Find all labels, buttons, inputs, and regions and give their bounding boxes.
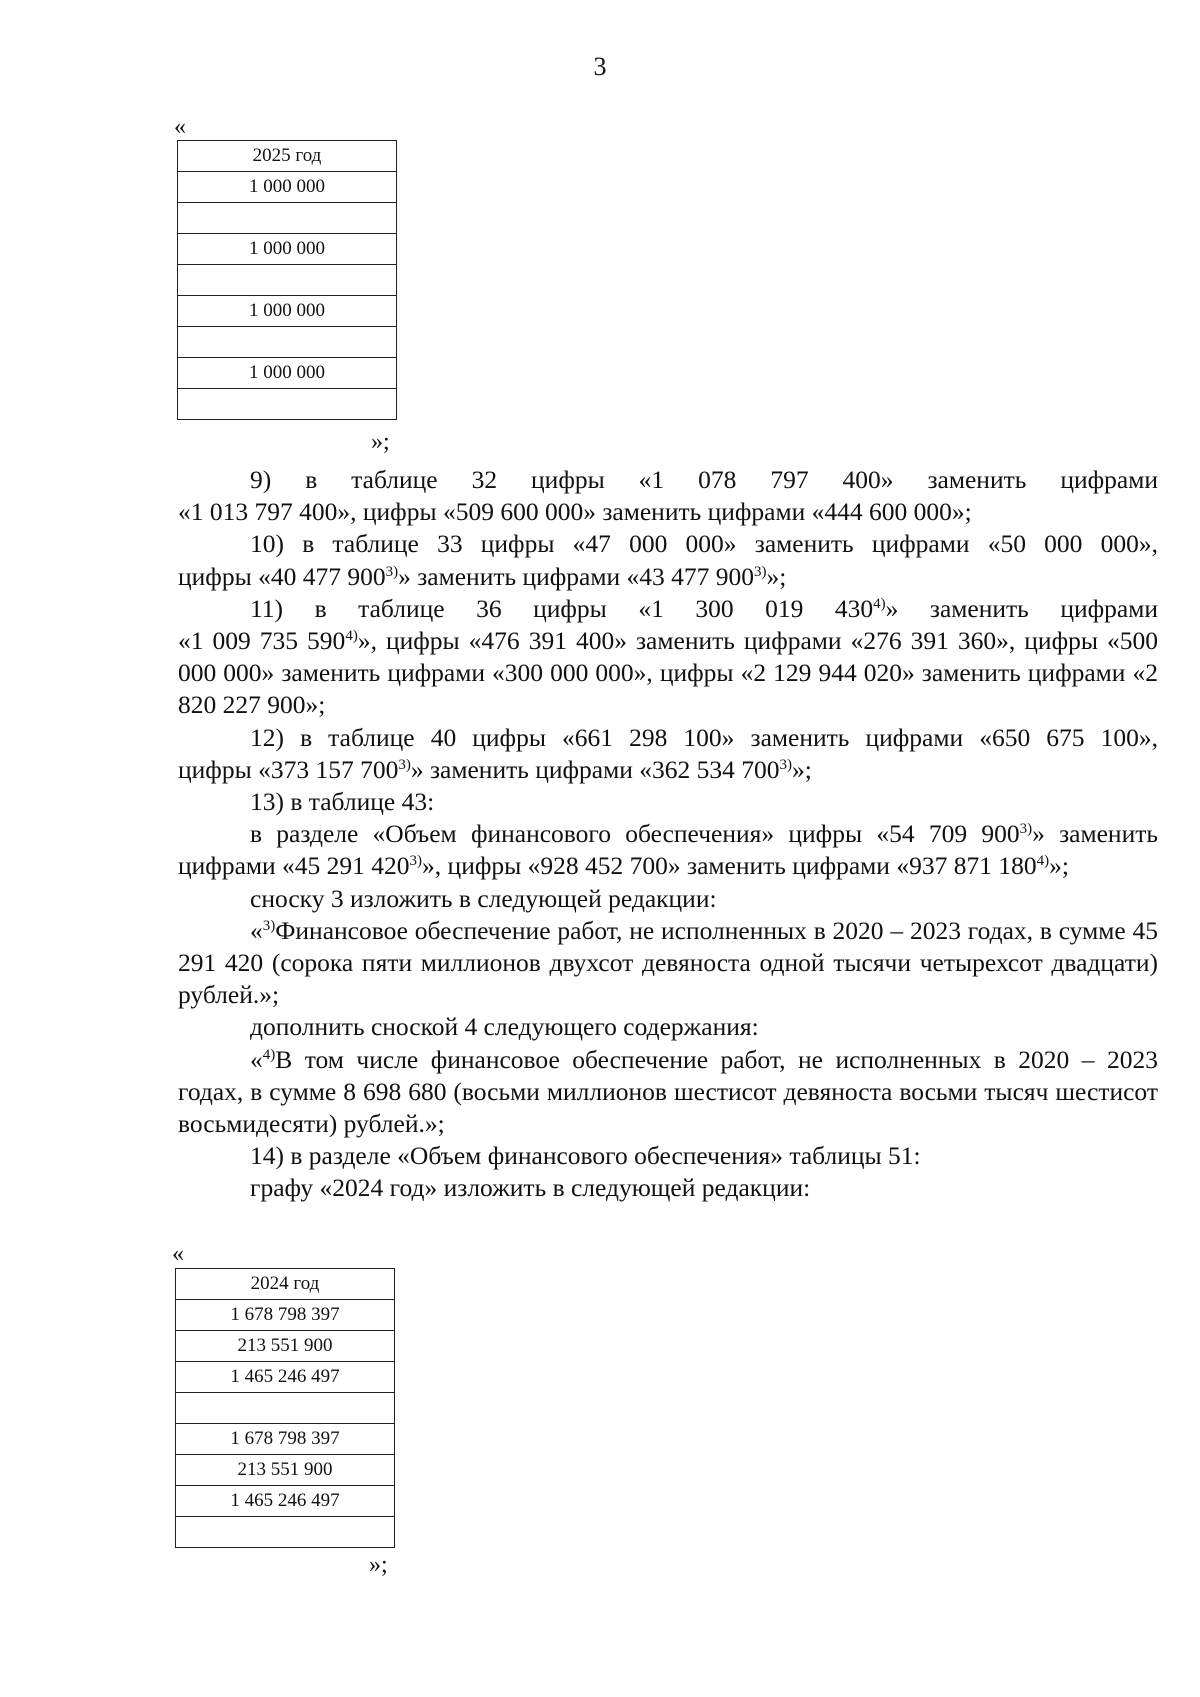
item-13-footnote-3-text: «$^{3)}$Финансовое обеспечение работ, не исполненных в 2020 – 2023 годах, в сумме 45 291 420 (сорока пяти миллионов двухсот девяноста одной тысячи четырехсот двадцати) рублей.»; (178, 915, 1158, 1010)
table-2024-cell: 1 465 246 497 (176, 1362, 395, 1393)
table-2025-cell (178, 389, 397, 420)
table-2025-header: 2025 год (178, 141, 397, 172)
table-2024-cell (176, 1393, 395, 1424)
table-2024-cell (176, 1517, 395, 1548)
item-14-line-2: графу «2024 год» изложить в следующей редакции: (250, 1173, 811, 1203)
table-2024-cell: 1 678 798 397 (176, 1424, 395, 1455)
item-9-line-1: 9) в таблице 32 цифры «1 078 797 400» заменить цифрами (250, 465, 1158, 494)
item-10-line-2: цифры «40 477 900$^{3)}$» заменить цифрами «43 477 900$^{3)}$»; (178, 561, 787, 591)
table-2025-cell (178, 265, 397, 296)
table-2025-quote-open: « (174, 114, 186, 140)
footnote-4-ref: 4) (873, 595, 886, 612)
table-2024 (175, 1268, 395, 1548)
item-13-section: в разделе «Объем финансового обеспечения» цифры «54 709 900$^{3)}$» заменить цифрами «45 291 420$^{3)}$», цифры «928 452 700» заменить цифрами «937 871 180$^{4)}$»; (178, 819, 1158, 881)
table-2024-quote-open: « (172, 1241, 184, 1267)
footnote-3-ref: 3) (754, 563, 767, 580)
item-10-line-1: 10) в таблице 33 цифры «47 000 000» заменить цифрами «50 000 000», (250, 529, 1158, 559)
page-number: 3 (593, 52, 607, 81)
footnote-3-ref: 3) (398, 756, 411, 773)
table-2024-cell: 213 551 900 (176, 1455, 395, 1486)
table-2025-cell: 1 000 000 (178, 296, 397, 327)
table-2024-header: 2024 год (176, 1269, 395, 1300)
table-2024-cell: 213 551 900 (176, 1331, 395, 1362)
amendment-text (178, 464, 1158, 1205)
footnote-4-ref: 4) (1036, 853, 1050, 870)
footnote-4-mark: 4) (262, 1046, 276, 1063)
table-2025-cell: 1 000 000 (178, 172, 397, 203)
table-2025-cell: 1 000 000 (178, 358, 397, 389)
footnote-4-ref: 4) (345, 628, 358, 645)
item-13-footnote-4-intro: дополнить сноской 4 следующего содержания: (250, 1012, 759, 1042)
table-2025-cell (178, 327, 397, 358)
footnote-3-ref: 3) (779, 756, 793, 773)
item-11-body: «1 009 735 590$^{4)}$», цифры «476 391 400» заменить цифрами «276 391 360», цифры «500 000 000» заменить цифрами «300 000 000», цифры «2 129 944 020» заменить цифрами «2 820 227 900»; (178, 626, 1158, 720)
table-2024-cell: 1 678 798 397 (176, 1300, 395, 1331)
item-12-line-1: 12) в таблице 40 цифры «661 298 100» заменить цифрами «650 675 100», (250, 722, 1158, 752)
footnote-3-ref: 3) (1019, 821, 1033, 838)
item-9-line-2: «1 013 797 400», цифры «509 600 000» заменить цифрами «444 600 000»; (178, 497, 972, 527)
item-14-line-1: 14) в разделе «Объем финансового обеспечения» таблицы 51: (250, 1141, 921, 1171)
item-12-line-2: цифры «373 157 700$^{3)}$» заменить цифрами «362 534 700$^{3)}$»; (178, 754, 812, 784)
table-2025-cell (178, 203, 397, 234)
table-2025 (177, 140, 397, 420)
table-2025-quote-close: »; (371, 429, 390, 455)
item-13-footnote-4-text: «$^{4)}$В том числе финансовое обеспечение работ, не исполненных в 2020 – 2023 годах, в сумме 8 698 680 (восьми миллионов шестисот девяноста восьми тысяч шестисот восьмидесяти) рублей.»; (178, 1044, 1158, 1139)
table-2025-cell: 1 000 000 (178, 234, 397, 265)
item-13-heading: 13) в таблице 43: (250, 787, 435, 817)
footnote-3-mark: 3) (262, 917, 276, 934)
table-2024-cell: 1 465 246 497 (176, 1486, 395, 1517)
footnote-3-ref: 3) (409, 853, 423, 870)
item-11-line-1: 11) в таблице 36 цифры «1 300 019 430$^{4)}$» заменить цифрами (250, 593, 1158, 623)
item-13-footnote-3-intro: сноску 3 изложить в следующей редакции: (250, 883, 717, 913)
table-2024-quote-close: »; (369, 1552, 388, 1578)
footnote-3-ref: 3) (385, 563, 399, 580)
